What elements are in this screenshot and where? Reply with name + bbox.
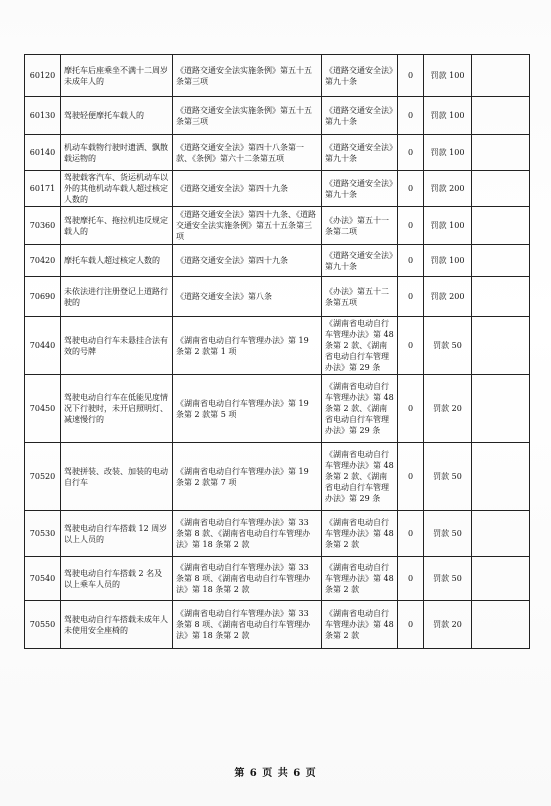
- violation-code: 70420: [25, 245, 61, 277]
- penalty-points: 0: [398, 601, 424, 649]
- legal-basis: 《道路交通安全法》第四十九条、《道路交通安全法实施条例》第五十五条第三项: [173, 207, 322, 245]
- legal-basis: 《湖南省电动自行车管理办法》第 33 条第 8 款、《湖南省电动自行车管理办法》第 18 条第 2 款: [173, 511, 322, 557]
- legal-basis: 《道路交通安全法》第四十八条第一款、《条例》第六十二条第五项: [173, 135, 322, 171]
- violation-code: 60140: [25, 135, 61, 171]
- penalty-points: 0: [398, 97, 424, 135]
- penalty-basis: 《道路交通安全法》第九十条: [322, 55, 398, 97]
- fine-amount: 罚款 100: [424, 135, 472, 171]
- violation-code: 70550: [25, 601, 61, 649]
- fine-amount: 罚款 100: [424, 207, 472, 245]
- table-row: [25, 511, 530, 557]
- blank-cell: [472, 375, 530, 443]
- penalty-points: 0: [398, 55, 424, 97]
- penalty-basis: 《湖南省电动自行车管理办法》第 48 条第 2 款: [322, 511, 398, 557]
- penalty-points: 0: [398, 317, 424, 375]
- violation-behavior: 驾驶电动自行车未悬挂合法有效的号牌: [61, 317, 173, 375]
- penalty-basis: 《道路交通安全法》第九十条: [322, 135, 398, 171]
- violation-code: 70540: [25, 557, 61, 601]
- penalty-points: 0: [398, 375, 424, 443]
- fine-amount: 罚款 100: [424, 97, 472, 135]
- violation-behavior: 驾驶轻便摩托车载人的: [61, 97, 173, 135]
- table-row: [25, 135, 530, 171]
- violation-behavior: 驾驶电动自行车搭载 12 周岁以上人员的: [61, 511, 173, 557]
- blank-cell: [472, 135, 530, 171]
- blank-cell: [472, 55, 530, 97]
- penalty-basis: 《湖南省电动自行车管理办法》第 48 条第 2 款、《湖南省电动自行车管理办法》第 29 条: [322, 375, 398, 443]
- blank-cell: [472, 601, 530, 649]
- violation-code: 70530: [25, 511, 61, 557]
- penalty-points: 0: [398, 443, 424, 511]
- blank-cell: [472, 171, 530, 207]
- legal-basis: 《湖南省电动自行车管理办法》第 19 条第 2 款第 5 项: [173, 375, 322, 443]
- blank-cell: [472, 245, 530, 277]
- violation-code: 70520: [25, 443, 61, 511]
- legal-basis: 《道路交通安全法》第四十九条: [173, 245, 322, 277]
- penalty-basis: 《湖南省电动自行车管理办法》第 48 条第 2 款: [322, 557, 398, 601]
- violation-code: 70440: [25, 317, 61, 375]
- violation-behavior: 驾驶拼装、改装、加装的电动自行车: [61, 443, 173, 511]
- table-row: [25, 317, 530, 375]
- violation-code: 70360: [25, 207, 61, 245]
- penalty-basis: 《办法》第五十一条第二项: [322, 207, 398, 245]
- table-row: [25, 375, 530, 443]
- fine-amount: 罚款 200: [424, 277, 472, 317]
- violation-behavior: 摩托车载人超过核定人数的: [61, 245, 173, 277]
- legal-basis: 《湖南省电动自行车管理办法》第 19 条第 2 款第 1 项: [173, 317, 322, 375]
- penalty-basis: 《湖南省电动自行车管理办法》第 48 条第 2 款、《湖南省电动自行车管理办法》第 29 条: [322, 443, 398, 511]
- table-row: [25, 557, 530, 601]
- fine-amount: 罚款 20: [424, 601, 472, 649]
- penalty-points: 0: [398, 557, 424, 601]
- legal-basis: 《湖南省电动自行车管理办法》第 33 条第 8 项、《湖南省电动自行车管理办法》第 18 条第 2 款: [173, 557, 322, 601]
- fine-amount: 罚款 50: [424, 317, 472, 375]
- violation-code: 60120: [25, 55, 61, 97]
- legal-basis: 《湖南省电动自行车管理办法》第 33 条第 8 项、《湖南省电动自行车管理办法》第 18 条第 2 款: [173, 601, 322, 649]
- table-row: [25, 207, 530, 245]
- penalty-basis: 《道路交通安全法》第九十条: [322, 97, 398, 135]
- violation-code: 70690: [25, 277, 61, 317]
- legal-basis: 《湖南省电动自行车管理办法》第 19 条第 2 款第 7 项: [173, 443, 322, 511]
- fine-amount: 罚款 50: [424, 511, 472, 557]
- violation-code: 70450: [25, 375, 61, 443]
- table-row: [25, 277, 530, 317]
- penalty-basis: 《湖南省电动自行车管理办法》第 48 条第 2 款、《湖南省电动自行车管理办法》第 29 条: [322, 317, 398, 375]
- violation-behavior: 驾驶电动自行车搭载未成年人未使用安全座椅的: [61, 601, 173, 649]
- fine-amount: 罚款 50: [424, 557, 472, 601]
- table-row: [25, 601, 530, 649]
- fine-amount: 罚款 20: [424, 375, 472, 443]
- penalty-basis: 《道路交通安全法》第九十条: [322, 171, 398, 207]
- penalty-points: 0: [398, 171, 424, 207]
- violation-table: [24, 54, 530, 649]
- penalty-points: 0: [398, 511, 424, 557]
- penalty-basis: 《湖南省电动自行车管理办法》第 48 条第 2 款: [322, 601, 398, 649]
- table-row: [25, 443, 530, 511]
- blank-cell: [472, 277, 530, 317]
- blank-cell: [472, 97, 530, 135]
- violation-behavior: 驾驶载客汽车、货运机动车以外的其他机动车载人超过核定人数的: [61, 171, 173, 207]
- violation-behavior: 摩托车后座乘坐不满十二周岁未成年人的: [61, 55, 173, 97]
- fine-amount: 罚款 50: [424, 443, 472, 511]
- penalty-basis: 《道路交通安全法》第九十条: [322, 245, 398, 277]
- page-number-footer: 第 6 页 共 6 页: [234, 768, 317, 779]
- legal-basis: 《道路交通安全法实施条例》第五十五条第三项: [173, 55, 322, 97]
- violation-behavior: 机动车载物行驶时遗洒、飘散载运物的: [61, 135, 173, 171]
- violation-behavior: 驾驶电动自行车在低能见度情况下行驶时，未开启照明灯、减速慢行的: [61, 375, 173, 443]
- violation-behavior: 未依法进行注册登记上道路行驶的: [61, 277, 173, 317]
- blank-cell: [472, 207, 530, 245]
- violation-code: 60130: [25, 97, 61, 135]
- penalty-points: 0: [398, 277, 424, 317]
- legal-basis: 《道路交通安全法》第四十九条: [173, 171, 322, 207]
- table-row: [25, 55, 530, 97]
- penalty-points: 0: [398, 207, 424, 245]
- legal-basis: 《道路交通安全法实施条例》第五十五条第三项: [173, 97, 322, 135]
- penalty-basis: 《办法》第五十二条第五项: [322, 277, 398, 317]
- blank-cell: [472, 511, 530, 557]
- penalty-points: 0: [398, 245, 424, 277]
- blank-cell: [472, 557, 530, 601]
- table-row: [25, 171, 530, 207]
- fine-amount: 罚款 100: [424, 245, 472, 277]
- blank-cell: [472, 317, 530, 375]
- violation-behavior: 驾驶摩托车、拖拉机违反规定载人的: [61, 207, 173, 245]
- table-row: [25, 97, 530, 135]
- legal-basis: 《道路交通安全法》第八条: [173, 277, 322, 317]
- table-row: [25, 245, 530, 277]
- blank-cell: [472, 443, 530, 511]
- penalty-points: 0: [398, 135, 424, 171]
- fine-amount: 罚款 200: [424, 171, 472, 207]
- violation-behavior: 驾驶电动自行车搭载 2 名及以上乘车人员的: [61, 557, 173, 601]
- fine-amount: 罚款 100: [424, 55, 472, 97]
- violation-code: 60171: [25, 171, 61, 207]
